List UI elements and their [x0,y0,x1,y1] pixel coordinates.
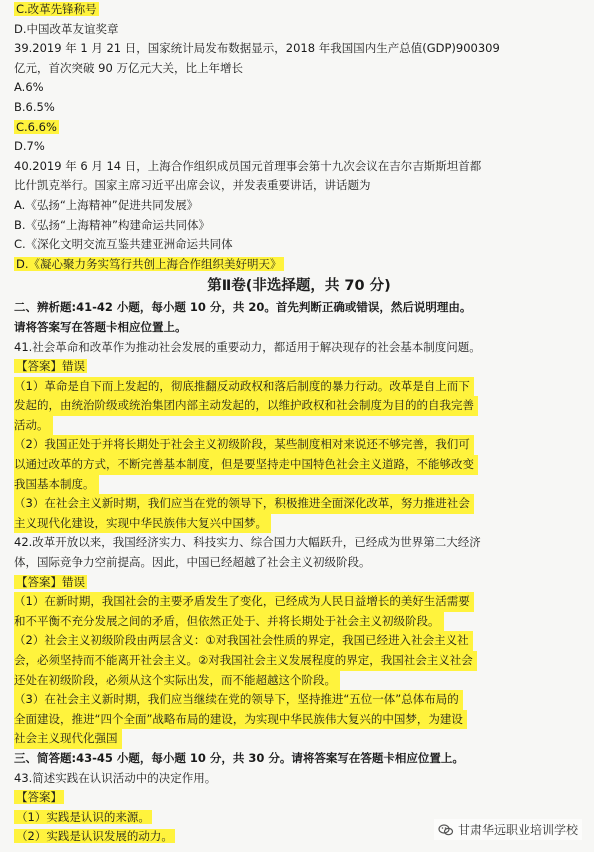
text-line [14,749,584,769]
line-text: （3）在社会主义新时期，我们应当在党的领导下，积极推进全面深化改革，努力推进社会 [14,494,474,514]
line-text: C.《深化文明交流互鉴共建亚洲命运共同体 [14,237,233,252]
line-text: 发起的，由统治阶级或统治集团内部主动发起的，以维护政权和社会制度为目的的自我完善 [14,396,478,416]
text-line [14,435,584,455]
text-line [14,788,584,808]
line-text: 39.2019 年 1 月 21 日，国家统计局发布数据显示，2018 年我国国内生产总值(GDP)900309 [14,41,500,56]
line-text: 亿元，首次突破 90 万亿元大关，比上年增长 [14,60,243,75]
line-text: D.7% [14,139,45,154]
line-text: A.《弘扬“上海精神”促进共同发展》 [14,197,199,212]
line-text: 二、辨析题:41-42 小题，每小题 10 分，共 20。首先判断正确或错误，然后说明理由。 [14,300,472,315]
line-text: （2）我国正处于并将长期处于社会主义初级阶段，某些制度相对来说还不够完善，我们可 [14,435,474,455]
watermark-text: 甘肃华远职业培训学校 [457,823,578,837]
line-text: 【答案】错误 [16,574,85,589]
line-text: 我国基本制度。 [14,475,99,495]
text-line [14,592,584,612]
text-line [14,377,584,397]
text-line [14,533,584,553]
text-line [14,298,584,318]
text-line [14,235,584,255]
text-line [14,0,584,20]
text-line [14,553,584,573]
text-line [14,59,584,79]
text-line [14,216,584,236]
text-line [14,78,584,98]
text-line [14,118,584,138]
text-line [14,631,584,651]
line-text: 会，必须坚持而不能离开社会主义。②对我国社会主义发展程度的界定，我国社会主义社会 [14,651,477,671]
line-text: 活动。 [14,416,53,436]
text-line [14,612,584,632]
line-text: （1）革命是自下而上发起的，彻底推翻反动政权和落后制度的暴力行动。改革是自上而下 [14,377,474,397]
line-text: 【答案】 [16,790,62,805]
line-text: （3）在社会主义新时期，我们应当继续在党的领导下，坚持推进“五位一体”总体布局的 [14,690,463,710]
line-text: 还处在初级阶段，必须从这个实际出发，而不能超越这个阶段。 [14,671,340,691]
line-text: （2）实践是认识发展的动力。 [16,829,173,844]
text-line [14,514,584,534]
line-text: C.6.6% [16,119,57,134]
line-text: 和不平衡不充分发展之间的矛盾，但依然正处于、并将长期处于社会主义初级阶段。 [14,612,444,632]
text-line [14,455,584,475]
text-line [14,710,584,730]
line-text: 【答案】错误 [16,359,85,374]
text-line [14,98,584,118]
line-text: 三、简答题:43-45 小题，每小题 10 分，共 30 分。请将答案写在答题卡相应位置上。 [14,750,464,765]
wechat-icon [438,822,454,838]
line-text: 40.2019 年 6 月 14 日，上海合作组织成员国元首理事会第十九次会议在吉尔吉斯斯坦首都 [14,158,482,173]
line-text: （1）在新时期，我国社会的主要矛盾发生了变化，已经成为人民日益增长的美好生活需要 [14,592,474,612]
line-text: 请将答案写在答题卡相应位置上。 [14,319,187,334]
text-line [14,176,584,196]
line-text: B.6.5% [14,99,55,114]
line-text: D.《凝心聚力务实笃行共创上海合作组织美好明天》 [16,256,282,271]
text-line [14,769,584,789]
text-line [14,39,584,59]
line-text: 比什凯克举行。国家主席习近平出席会议，并发表重要讲话，讲话题为 [14,178,371,193]
text-line [14,157,584,177]
text-line [14,729,584,749]
line-text: 41.社会革命和改革作为推动社会发展的重要动力，都适用于解决现存的社会基本制度问题。 [14,339,481,354]
text-line [14,20,584,40]
line-text: C.改革先锋称号 [16,2,97,16]
text-line [14,671,584,691]
line-text: 以通过改革的方式，不断完善基本制度，但是要坚持走中国特色社会主义道路，不能够改变 [14,455,478,475]
line-text: （2）社会主义初级阶段由两层含义：①对我国社会性质的界定，我国已经进入社会主义社 [14,631,473,651]
text-line [14,357,584,377]
line-text: D.中国改革友谊奖章 [14,21,119,36]
section-title [14,274,584,298]
line-text: 体，国际竞争力空前提高。因此，中国已经超越了社会主义初级阶段。 [14,555,371,570]
text-line [14,416,584,436]
text-line [14,494,584,514]
line-text: 第Ⅱ卷(非选择题，共 70 分) [207,278,391,295]
text-line [14,651,584,671]
line-text: 全面建设，推进“四个全面”战略布局的建设，为实现中华民族伟大复兴的中国梦，为建设 [14,710,467,730]
watermark [434,819,582,840]
line-text: （1）实践是认识的来源。 [16,809,150,824]
line-text: 42.改革开放以来，我国经济实力、科技实力、综合国力大幅跃升，已经成为世界第二大经济 [14,535,481,550]
text-line [14,338,584,358]
line-text: 43.简述实践在认识活动中的决定作用。 [14,770,217,785]
text-line [14,690,584,710]
text-line [14,137,584,157]
line-text: A.6% [14,80,44,95]
line-text: B.《弘扬“上海精神”构建命运共同体》 [14,217,210,232]
text-line [14,318,584,338]
text-line [14,475,584,495]
text-line [14,396,584,416]
line-text: 社会主义现代化强国 [14,729,122,749]
text-line [14,255,584,275]
line-text: 主义现代化建设，实现中华民族伟大复兴中国梦。 [14,514,271,534]
text-line [14,573,584,593]
text-line [14,196,584,216]
